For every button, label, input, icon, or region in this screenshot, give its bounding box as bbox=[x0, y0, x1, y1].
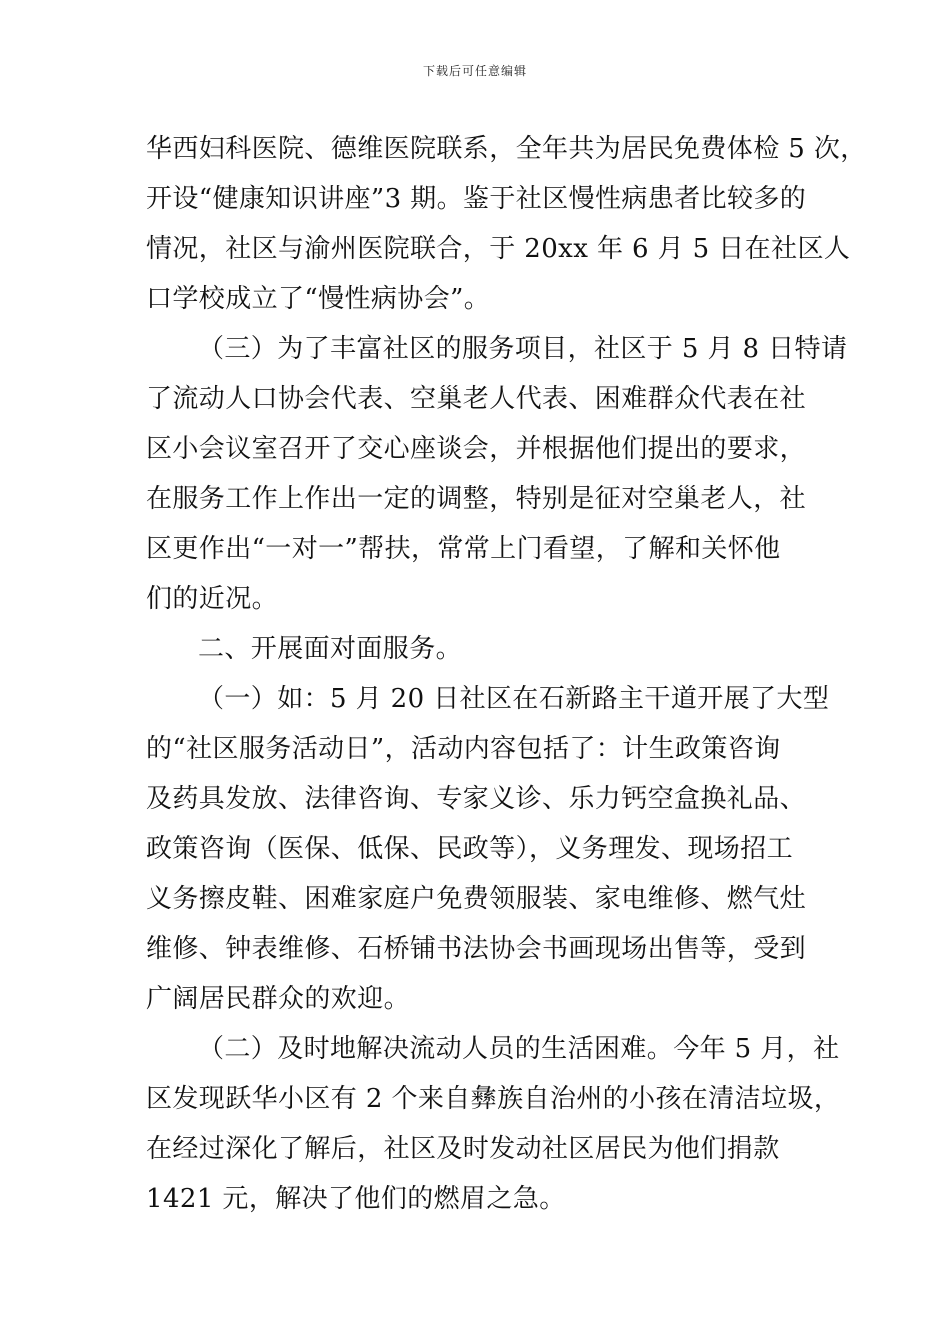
text-line: 在服务工作上作出一定的调整，特别是征对空巢老人，社 bbox=[146, 484, 807, 514]
text-line: （二）及时地解决流动人员的生活困难。今年 5 月，社 bbox=[198, 1034, 840, 1064]
text-line: 的“社区服务活动日”，活动内容包括了：计生政策咨询 bbox=[146, 734, 781, 764]
text-line: 开设“健康知识讲座”3 期。鉴于社区慢性病患者比较多的 bbox=[146, 184, 807, 214]
text-line: 华西妇科医院、德维医院联系，全年共为居民免费体检 5 次， bbox=[146, 134, 867, 164]
text-line: 及药具发放、法律咨询、专家义诊、乐力钙空盒换礼品、 bbox=[146, 784, 807, 814]
text-line: 区更作出“一对一”帮扶，常常上门看望，了解和关怀他 bbox=[146, 534, 781, 564]
text-line: 广阔居民群众的欢迎。 bbox=[146, 984, 411, 1014]
text-line: 1421 元，解决了他们的燃眉之急。 bbox=[146, 1184, 566, 1214]
text-line: （三）为了丰富社区的服务项目，社区于 5 月 8 日特请 bbox=[198, 334, 848, 364]
text-line: 义务擦皮鞋、困难家庭户免费领服装、家电维修、燃气灶 bbox=[146, 884, 807, 914]
text-line: 们的近况。 bbox=[146, 584, 279, 614]
page-header: 下载后可任意编辑 bbox=[422, 64, 527, 78]
text-line: 区小会议室召开了交心座谈会，并根据他们提出的要求， bbox=[146, 434, 807, 464]
text-line: 二、开展面对面服务。 bbox=[198, 634, 463, 664]
text-line: 区发现跃华小区有 2 个来自彝族自治州的小孩在清洁垃圾， bbox=[146, 1084, 841, 1114]
text-line: （一）如：5 月 20 日社区在石新路主干道开展了大型 bbox=[198, 684, 830, 714]
text-line: 情况，社区与渝州医院联合，于 20xx 年 6 月 5 日在社区人 bbox=[146, 234, 851, 264]
text-line: 口学校成立了“慢性病协会”。 bbox=[146, 284, 491, 314]
text-line: 了流动人口协会代表、空巢老人代表、困难群众代表在社 bbox=[146, 384, 807, 414]
text-line: 维修、钟表维修、石桥铺书法协会书画现场出售等，受到 bbox=[146, 934, 807, 964]
body-text bbox=[146, 124, 867, 1224]
text-line: 在经过深化了解后，社区及时发动社区居民为他们捐款 bbox=[146, 1134, 780, 1164]
text-line: 政策咨询（医保、低保、民政等），义务理发、现场招工 bbox=[146, 834, 794, 864]
